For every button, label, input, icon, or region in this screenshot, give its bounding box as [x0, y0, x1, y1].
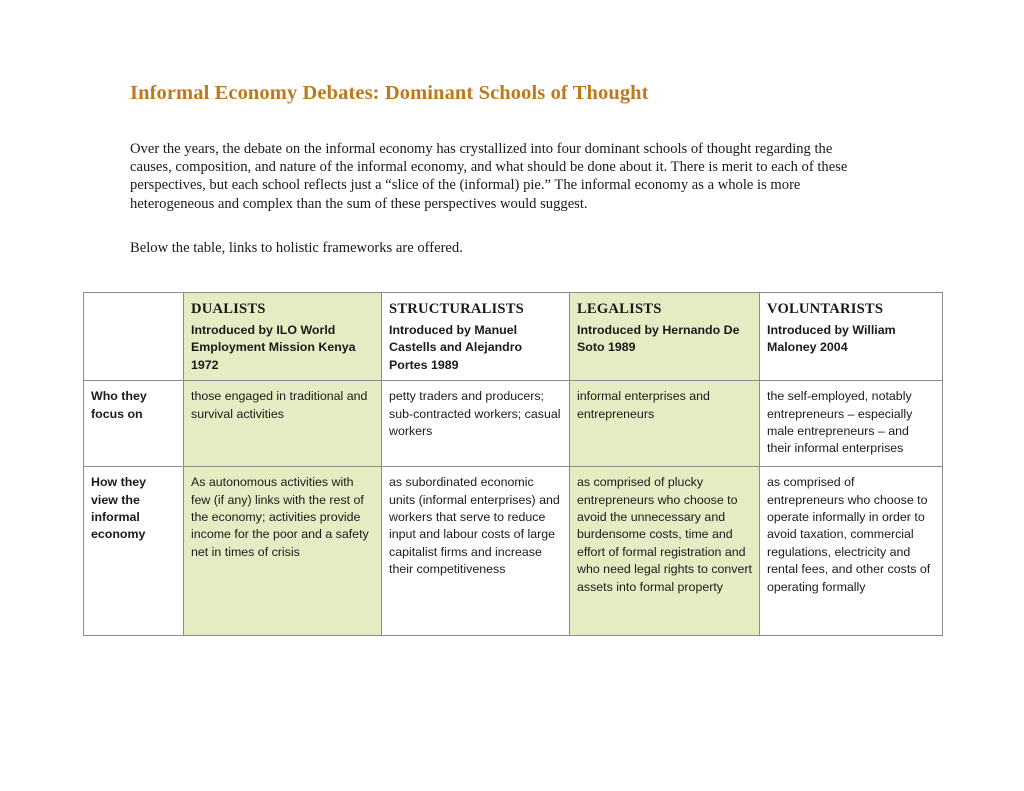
structuralists-introduced-by: Introduced by Manuel Castells and Alejandro Portes 1989: [389, 323, 523, 372]
dualists-focus: those engaged in traditional and survival activities: [184, 381, 382, 467]
voluntarists-header-cell: [760, 293, 943, 381]
links-note: Below the table, links to holistic frameworks are offered.: [130, 240, 463, 256]
view-row-label: How they view the informal economy: [84, 467, 184, 636]
focus-row-label: Who they focus on: [84, 381, 184, 467]
structuralists-header-cell: [382, 293, 570, 381]
legalists-introduced-by: Introduced by Hernando De Soto 1989: [577, 323, 740, 355]
dualists-introduced-by: Introduced by ILO World Employment Mission Kenya 1972: [191, 323, 356, 372]
focus-row: [84, 381, 943, 467]
voluntarists-focus: the self-employed, notably entrepreneurs – especially male entrepreneurs – and their informal enterprises: [760, 381, 943, 467]
legalists-header-cell: [570, 293, 760, 381]
voluntarists-introduced-by: Introduced by William Maloney 2004: [767, 323, 896, 355]
dualists-view: As autonomous activities with few (if any) links with the rest of the economy; activities provide income for the poor and a safety net in times of crisis: [184, 467, 382, 636]
dualists-header-cell: [184, 293, 382, 381]
header-row: [84, 293, 943, 381]
view-row: [84, 467, 943, 636]
voluntarists-name: VOLUNTARISTS: [767, 301, 884, 317]
structuralists-view: as subordinated economic units (informal enterprises) and workers that serve to reduce input and labour costs of large capitalist firms and increase their competitiveness: [382, 467, 570, 636]
corner-cell: [84, 293, 184, 381]
legalists-name: LEGALISTS: [577, 301, 662, 317]
structuralists-focus: petty traders and producers; sub-contracted workers; casual workers: [382, 381, 570, 467]
intro-paragraph: Over the years, the debate on the informal economy has crystallized into four dominant schools of thought regarding the causes, composition, and nature of the informal economy, and what should be done about it. There is merit to each of these perspectives, but each school reflects just a “slice of the (informal) pie.” The informal economy as a whole is more heterogeneous and complex than the sum of these perspectives would suggest.: [130, 141, 848, 212]
dualists-name: DUALISTS: [191, 301, 266, 317]
schools-table: [83, 292, 943, 636]
structuralists-name: STRUCTURALISTS: [389, 301, 524, 317]
voluntarists-view: as comprised of entrepreneurs who choose to operate informally in order to avoid taxation, commercial regulations, electricity and rental fees, and other costs of operating formally: [760, 467, 943, 636]
legalists-focus: informal enterprises and entrepreneurs: [570, 381, 760, 467]
legalists-view: as comprised of plucky entrepreneurs who choose to avoid the unnecessary and burdensome costs, time and effort of formal registration and who need legal rights to convert assets into formal property: [570, 467, 760, 636]
page-title: Informal Economy Debates: Dominant Schools of Thought: [130, 82, 649, 104]
